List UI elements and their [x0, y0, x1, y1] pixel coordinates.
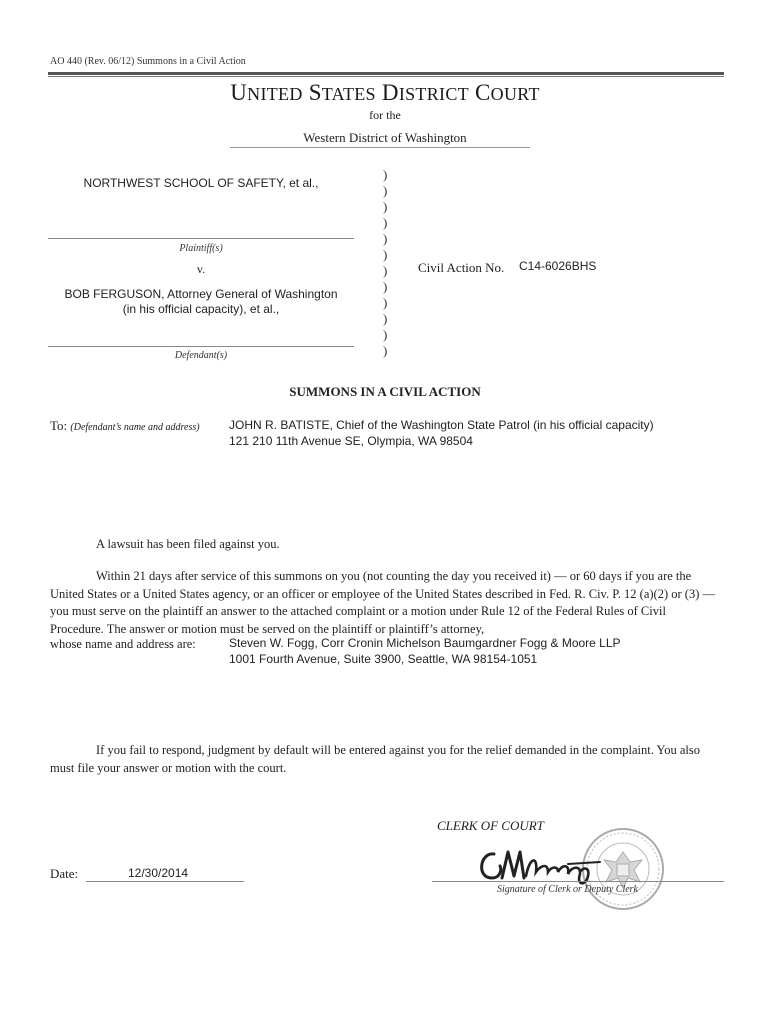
defendant-name-line2: (in his official capacity), et al., — [122, 302, 280, 316]
district-name: Western District of Washington — [303, 130, 467, 145]
attorney-line1: Steven W. Fogg, Corr Cronin Michelson Baumgardner Fogg & Moore LLP — [229, 636, 621, 650]
summons-heading: SUMMONS IN A CIVIL ACTION — [289, 384, 481, 399]
attorney-prompt: whose name and address are: — [50, 637, 196, 651]
court-title: UNITED STATES DISTRICT COURT — [230, 80, 540, 105]
defendant-address-line2: 121 210 11th Avenue SE, Olympia, WA 98504 — [229, 434, 473, 448]
plaintiff-line — [48, 238, 354, 239]
signature-line — [432, 881, 724, 882]
defendant-name-line1: BOB FERGUSON, Attorney General of Washington — [64, 287, 338, 301]
form-identifier: AO 440 (Rev. 06/12) Summons in a Civil Action — [50, 56, 246, 67]
plaintiff-name: NORTHWEST SCHOOL OF SAFETY, et al., — [83, 176, 319, 190]
defendant-address-line1: JOHN R. BATISTE, Chief of the Washington State Patrol (in his official capacity) — [229, 418, 654, 432]
date-value: 12/30/2014 — [128, 866, 189, 880]
defendant-line — [48, 346, 354, 347]
response-instructions: Within 21 days after service of this summons on you (not counting the day you received it) — or 60 days if you are the United States or a United States agency, or an officer or employee of the United States described in Fed. R. Civ. P. 12 (a)(2) or (3) — you must serve on the plaintiff an answer to the attached complaint or a motion under Rule 12 of the Federal Rules of Civil Procedure. The answer or motion must be served on the plaintiff or plaintiff’s attorney, — [50, 569, 715, 636]
signature-caption: Signature of Clerk or Deputy Clerk — [497, 884, 638, 895]
caption-parentheses: ) ) ) ) ) ) ) ) ) ) ) ) — [383, 167, 388, 358]
civil-action-number: C14-6026BHS — [519, 259, 597, 273]
to-line — [50, 418, 200, 434]
plaintiff-label: Plaintiff(s) — [179, 243, 223, 254]
date-label: Date: — [50, 866, 79, 881]
header-rule-thin — [48, 76, 724, 77]
default-warning: If you fail to respond, judgment by default will be entered against you for the relief demanded in the complaint. You also must file your answer or motion with the court. — [50, 743, 701, 775]
header-rule — [48, 72, 724, 75]
district-underline — [230, 147, 530, 148]
civil-action-label: Civil Action No. — [418, 260, 505, 275]
clerk-of-court-label: CLERK OF COURT — [437, 818, 544, 833]
versus: v. — [196, 262, 206, 276]
attorney-line2: 1001 Fourth Avenue, Suite 3900, Seattle, WA 98154-1051 — [229, 652, 538, 666]
date-line — [86, 881, 244, 882]
to-label: To: — [50, 418, 68, 433]
for-the-label: for the — [369, 108, 401, 122]
lawsuit-notice: A lawsuit has been filed against you. — [96, 537, 280, 551]
defendant-label: Defendant(s) — [174, 350, 228, 361]
to-sublabel: (Defendant’s name and address) — [70, 422, 200, 433]
